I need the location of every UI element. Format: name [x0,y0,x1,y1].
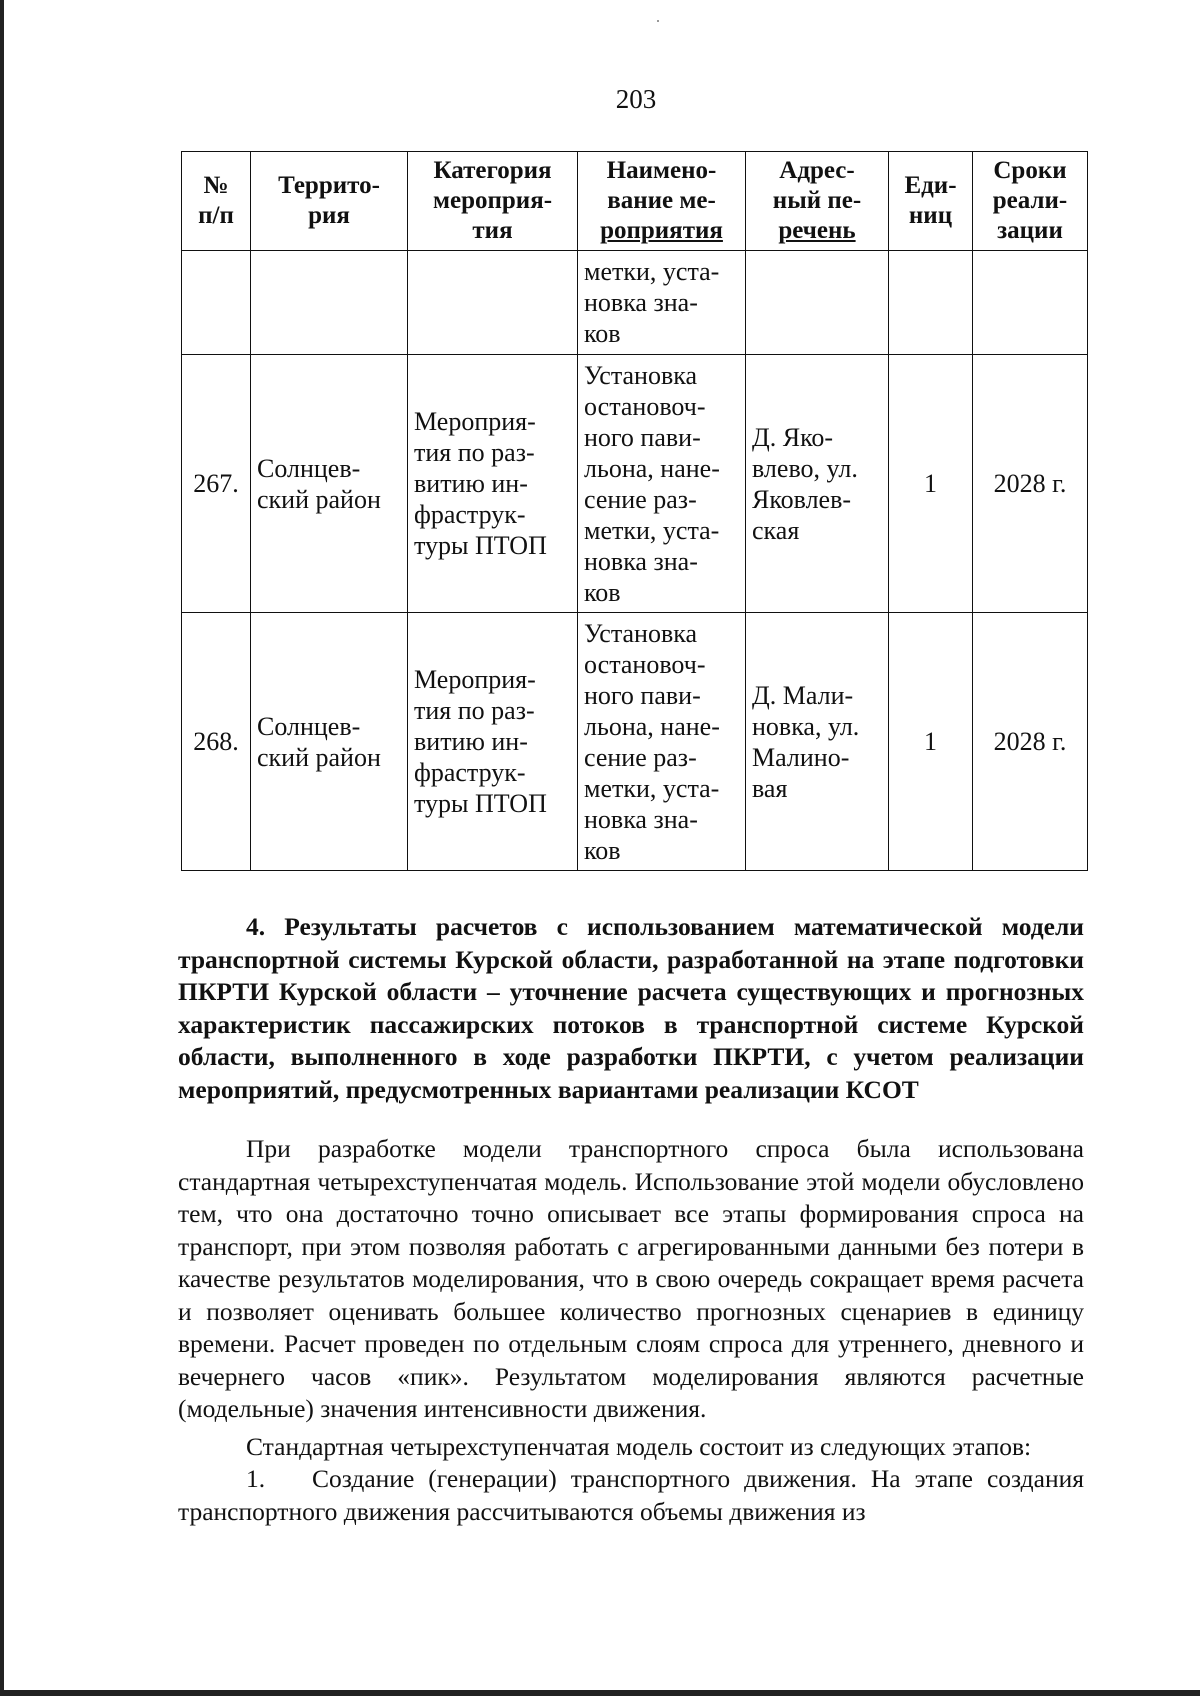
cell-empty [746,251,889,355]
list-item-number: 1. [246,1464,266,1493]
cell-line: туры ПТОП [414,789,547,818]
table-row [182,355,1088,613]
cell-line: вание ме- [607,187,716,214]
cell-line: Д. Мали- [752,680,854,710]
cell-name [578,355,746,613]
cell-address [746,355,889,613]
cell-num: 268. [182,613,251,871]
cell-line: новка зна- [584,546,698,576]
cell-line: зации [997,217,1063,244]
cell-line: Мероприя- [414,407,536,436]
list-item-text: Создание (генерации) транспортного движения. На этапе создания транспортного движения рассчитываются объемы движения из [178,1464,1084,1526]
cell-line: Д. Яко- [752,422,834,452]
cell-line: остановоч- [584,649,706,679]
list-item [178,1463,1084,1528]
cell-category [408,355,578,613]
cell-line: метки, уста- [584,773,720,803]
paragraph: Стандартная четырехступенчатая модель состоит из следующих этапов: [246,1431,1032,1461]
paragraph: При разработке модели транспортного спроса была использована стандартная четырехступенчатая модель. Использование этой модели обусловлено тем, что она достаточно точно описывает все этапы формирования спроса на транспорт, при этом позволяя работать с агрегированными данными без потери в качестве результатов моделирования, что в свою очередь сокращает время расчета и позволяет оценивать большее количество прогнозных сценариев в единицу времени. Расчет проведен по отдельным слоям спроса для утреннего, дневного и вечернего часов «пик». Результатом моделирования являются расчетные (модельные) значения интенсивности движения. [178,1134,1084,1423]
scan-mark [657,20,659,22]
cell-line: сение раз- [584,742,697,772]
cell-empty [251,251,408,355]
header-category [408,152,578,251]
cell-line: Малино- [752,742,850,772]
cell-line: ниц [908,202,953,229]
header-territory [251,152,408,251]
cell-line: Установка [584,618,698,648]
cell-line: новка зна- [584,288,698,317]
cell-units: 1 [889,355,973,613]
cell-line: витию ин- [414,727,528,756]
cell-line: влево, ул. [752,453,858,483]
cell-line: остановоч- [584,391,706,421]
cell-name [578,613,746,871]
cell-line: тия по раз- [414,696,535,725]
events-table [181,151,1088,871]
cell-terms: 2028 г. [973,355,1088,613]
page-number: 203 [615,84,657,114]
cell-line: льона, нане- [584,453,720,483]
section-heading-text: 4. Результаты расчетов с использованием математической модели транспортной системы Курской области, разработанной на этапе подготовки ПКРТИ Курской области – уточнение расчета существующих и прогнозных характеристик пассажирских потоков в транспортной системе Курской области, выполненного в ходе разработки ПКРТИ, с учетом реализации мероприятий, предусмотренных вариантами реализации КСОТ [178,912,1084,1104]
header-terms [973,152,1088,251]
table-header-row [182,152,1088,251]
cell-line: ская [752,515,800,545]
table-row-continuation [182,251,1088,355]
cell-name [578,251,746,355]
cell-empty [182,251,251,355]
section-body [178,1133,1084,1528]
cell-line: туры ПТОП [414,531,547,560]
cell-line: Сроки [993,157,1067,184]
cell-line: Адрес- [779,157,855,184]
cell-line: роприятия [600,217,723,244]
cell-line: Категория [433,157,552,184]
cell-line: витию ин- [414,469,528,498]
cell-empty [408,251,578,355]
cell-line: речень [778,217,856,244]
cell-line: новка зна- [584,804,698,834]
cell-line: реали- [992,187,1068,214]
cell-line: рия [308,202,350,229]
cell-line: тия по раз- [414,438,535,467]
cell-empty [973,251,1088,355]
cell-terms: 2028 г. [973,613,1088,871]
cell-line: Мероприя- [414,665,536,694]
cell-line: ного пави- [584,422,701,452]
header-num [182,152,251,251]
cell-line: метки, уста- [584,515,720,545]
header-name [578,152,746,251]
page-bottom-edge [0,1690,1200,1696]
cell-line: Солнцев- [257,711,361,741]
cell-line: ский район [257,742,381,772]
header-units [889,152,973,251]
cell-line: новка, ул. [752,711,860,741]
section-heading [178,911,1084,1106]
page-left-edge [0,0,4,1696]
cell-line: Установка [584,360,698,390]
cell-line: ков [584,319,621,348]
cell-line: ного пави- [584,680,701,710]
cell-line: фраструк- [414,500,526,529]
cell-line: фраструк- [414,758,526,787]
cell-line: мероприя- [432,187,553,214]
cell-line: вая [752,773,788,803]
cell-line: Солнцев- [257,453,361,483]
table-row [182,613,1088,871]
cell-territory [251,355,408,613]
cell-line: ков [584,835,621,865]
cell-territory [251,613,408,871]
cell-line: Террито- [278,172,380,199]
cell-line: Наимено- [606,157,717,184]
cell-num: 267. [182,355,251,613]
cell-line: тия [472,217,513,244]
cell-line: Яковлев- [752,484,852,514]
header-address [746,152,889,251]
cell-line: п/п [198,202,234,229]
cell-line: ский район [257,484,381,514]
cell-line: № [203,172,229,199]
cell-line: ков [584,577,621,607]
cell-empty [889,251,973,355]
cell-address [746,613,889,871]
cell-line: сение раз- [584,484,697,514]
cell-line: ный пе- [772,187,862,214]
cell-units: 1 [889,613,973,871]
cell-line: льона, нане- [584,711,720,741]
cell-line: Еди- [904,172,957,199]
cell-category [408,613,578,871]
cell-line: метки, уста- [584,257,720,286]
